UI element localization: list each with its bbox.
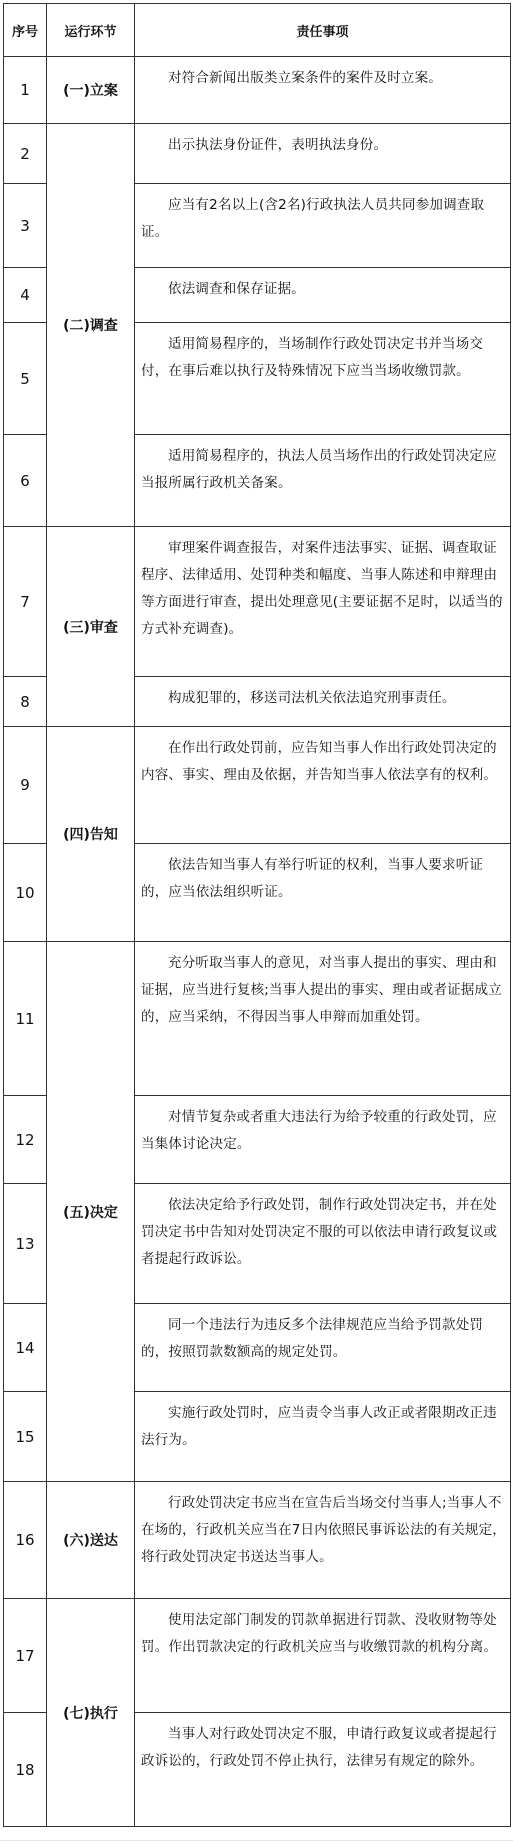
duty-text: 出示执法身份证件，表明执法身份。: [168, 137, 388, 153]
table-row: [4, 1482, 511, 1599]
duty-cell: [135, 844, 511, 942]
row-no: 13: [4, 1184, 47, 1304]
duty-cell: [135, 1599, 511, 1713]
row-no: 3: [4, 184, 47, 268]
duty-text: 实施行政处罚时，应当责令当事人改正或者限期改正违法行为。: [141, 1405, 497, 1448]
row-no: 17: [4, 1599, 47, 1713]
table-row: [4, 942, 511, 1096]
row-no: 2: [4, 124, 47, 184]
row-no: 8: [4, 677, 47, 727]
duty-text: 应当有2名以上(含2名)行政执法人员共同参加调查取证。: [141, 197, 485, 240]
duty-cell: [135, 527, 511, 677]
row-no: 5: [4, 323, 47, 435]
duty-text: 在作出行政处罚前，应告知当事人作出行政处罚决定的内容、事实、理由及依据，并告知当事人依法享有的权利。: [141, 740, 498, 783]
stage-cell: (四)告知: [47, 727, 135, 942]
duty-cell: [135, 1184, 511, 1304]
stage-cell: (七)执行: [47, 1599, 135, 1827]
duty-cell: [135, 57, 511, 124]
table-row: [4, 124, 511, 184]
duty-cell: [135, 184, 511, 268]
row-no: 14: [4, 1304, 47, 1392]
row-no: 12: [4, 1096, 47, 1184]
stage-cell: (一)立案: [47, 57, 135, 124]
duty-cell: [135, 435, 511, 527]
header-duty: 责任事项: [135, 4, 511, 57]
table-row: [4, 527, 511, 677]
header-stage: 运行环节: [47, 4, 135, 57]
row-no: 15: [4, 1392, 47, 1482]
duty-text: 对情节复杂或者重大违法行为给予较重的行政处罚，应当集体讨论决定。: [141, 1109, 497, 1152]
duty-cell: [135, 1713, 511, 1827]
duty-text: 行政处罚决定书应当在宣告后当场交付当事人;当事人不在场的，行政机关应当在7日内依照民事诉讼法的有关规定，将行政处罚决定书送达当事人。: [141, 1495, 506, 1565]
duty-cell: [135, 1482, 511, 1599]
duty-text: 对符合新闻出版类立案条件的案件及时立案。: [168, 70, 442, 86]
row-no: 11: [4, 942, 47, 1096]
stage-cell: (六)送达: [47, 1482, 135, 1599]
duty-cell: [135, 323, 511, 435]
duty-cell: [135, 1096, 511, 1184]
table-row: [4, 1599, 511, 1713]
duty-text: 依法决定给予行政处罚，制作行政处罚决定书，并在处罚决定书中告知对处罚决定不服的可以依法申请行政复议或者提起行政诉讼。: [141, 1197, 498, 1267]
duty-cell: [135, 1304, 511, 1392]
stage-cell: (二)调查: [47, 124, 135, 527]
duty-text: 依法告知当事人有举行听证的权利，当事人要求听证的，应当依法组织听证。: [141, 857, 484, 900]
duty-cell: [135, 124, 511, 184]
duty-text: 当事人对行政处罚决定不服，申请行政复议或者提起行政诉讼的，行政处罚不停止执行，法律另有规定的除外。: [141, 1726, 497, 1769]
row-no: 9: [4, 727, 47, 844]
row-no: 1: [4, 57, 47, 124]
duty-text: 依法调查和保存证据。: [168, 281, 305, 297]
row-no: 7: [4, 527, 47, 677]
row-no: 16: [4, 1482, 47, 1599]
duty-cell: [135, 677, 511, 727]
table-row: [4, 57, 511, 124]
header-no: 序号: [4, 4, 47, 57]
row-no: 6: [4, 435, 47, 527]
table-header-row: [4, 4, 511, 57]
responsibility-table: [3, 3, 511, 1827]
duty-text: 充分听取当事人的意见，对当事人提出的事实、理由和证据，应当进行复核;当事人提出的事实、理由或者证据成立的，应当采纳，不得因当事人申辩而加重处罚。: [141, 955, 502, 1025]
duty-text: 审理案件调查报告，对案件违法事实、证据、调查取证程序、法律适用、处罚种类和幅度、当事人陈述和申辩理由等方面进行审查，提出处理意见(主要证据不足时，以适当的方式补充调查)。: [141, 540, 503, 637]
duty-cell: [135, 727, 511, 844]
stage-cell: (三)审查: [47, 527, 135, 727]
stage-cell: (五)决定: [47, 942, 135, 1482]
duty-cell: [135, 1392, 511, 1482]
table-row: [4, 727, 511, 844]
duty-text: 使用法定部门制发的罚款单据进行罚款、没收财物等处罚。作出罚款决定的行政机关应当与收缴罚款的机构分离。: [141, 1612, 498, 1655]
duty-text: 适用简易程序的，执法人员当场作出的行政处罚决定应当报所属行政机关备案。: [141, 448, 497, 491]
row-no: 10: [4, 844, 47, 942]
duty-text: 适用简易程序的，当场制作行政处罚决定书并当场交付，在事后难以执行及特殊情况下应当当场收缴罚款。: [141, 336, 484, 379]
row-no: 18: [4, 1713, 47, 1827]
duty-text: 构成犯罪的，移送司法机关依法追究刑事责任。: [168, 690, 456, 706]
duty-text: 同一个违法行为违反多个法律规范应当给予罚款处罚的，按照罚款数额高的规定处罚。: [141, 1317, 484, 1360]
page-bottom-divider: [0, 1840, 513, 1841]
duty-cell: [135, 942, 511, 1096]
duty-cell: [135, 268, 511, 323]
row-no: 4: [4, 268, 47, 323]
